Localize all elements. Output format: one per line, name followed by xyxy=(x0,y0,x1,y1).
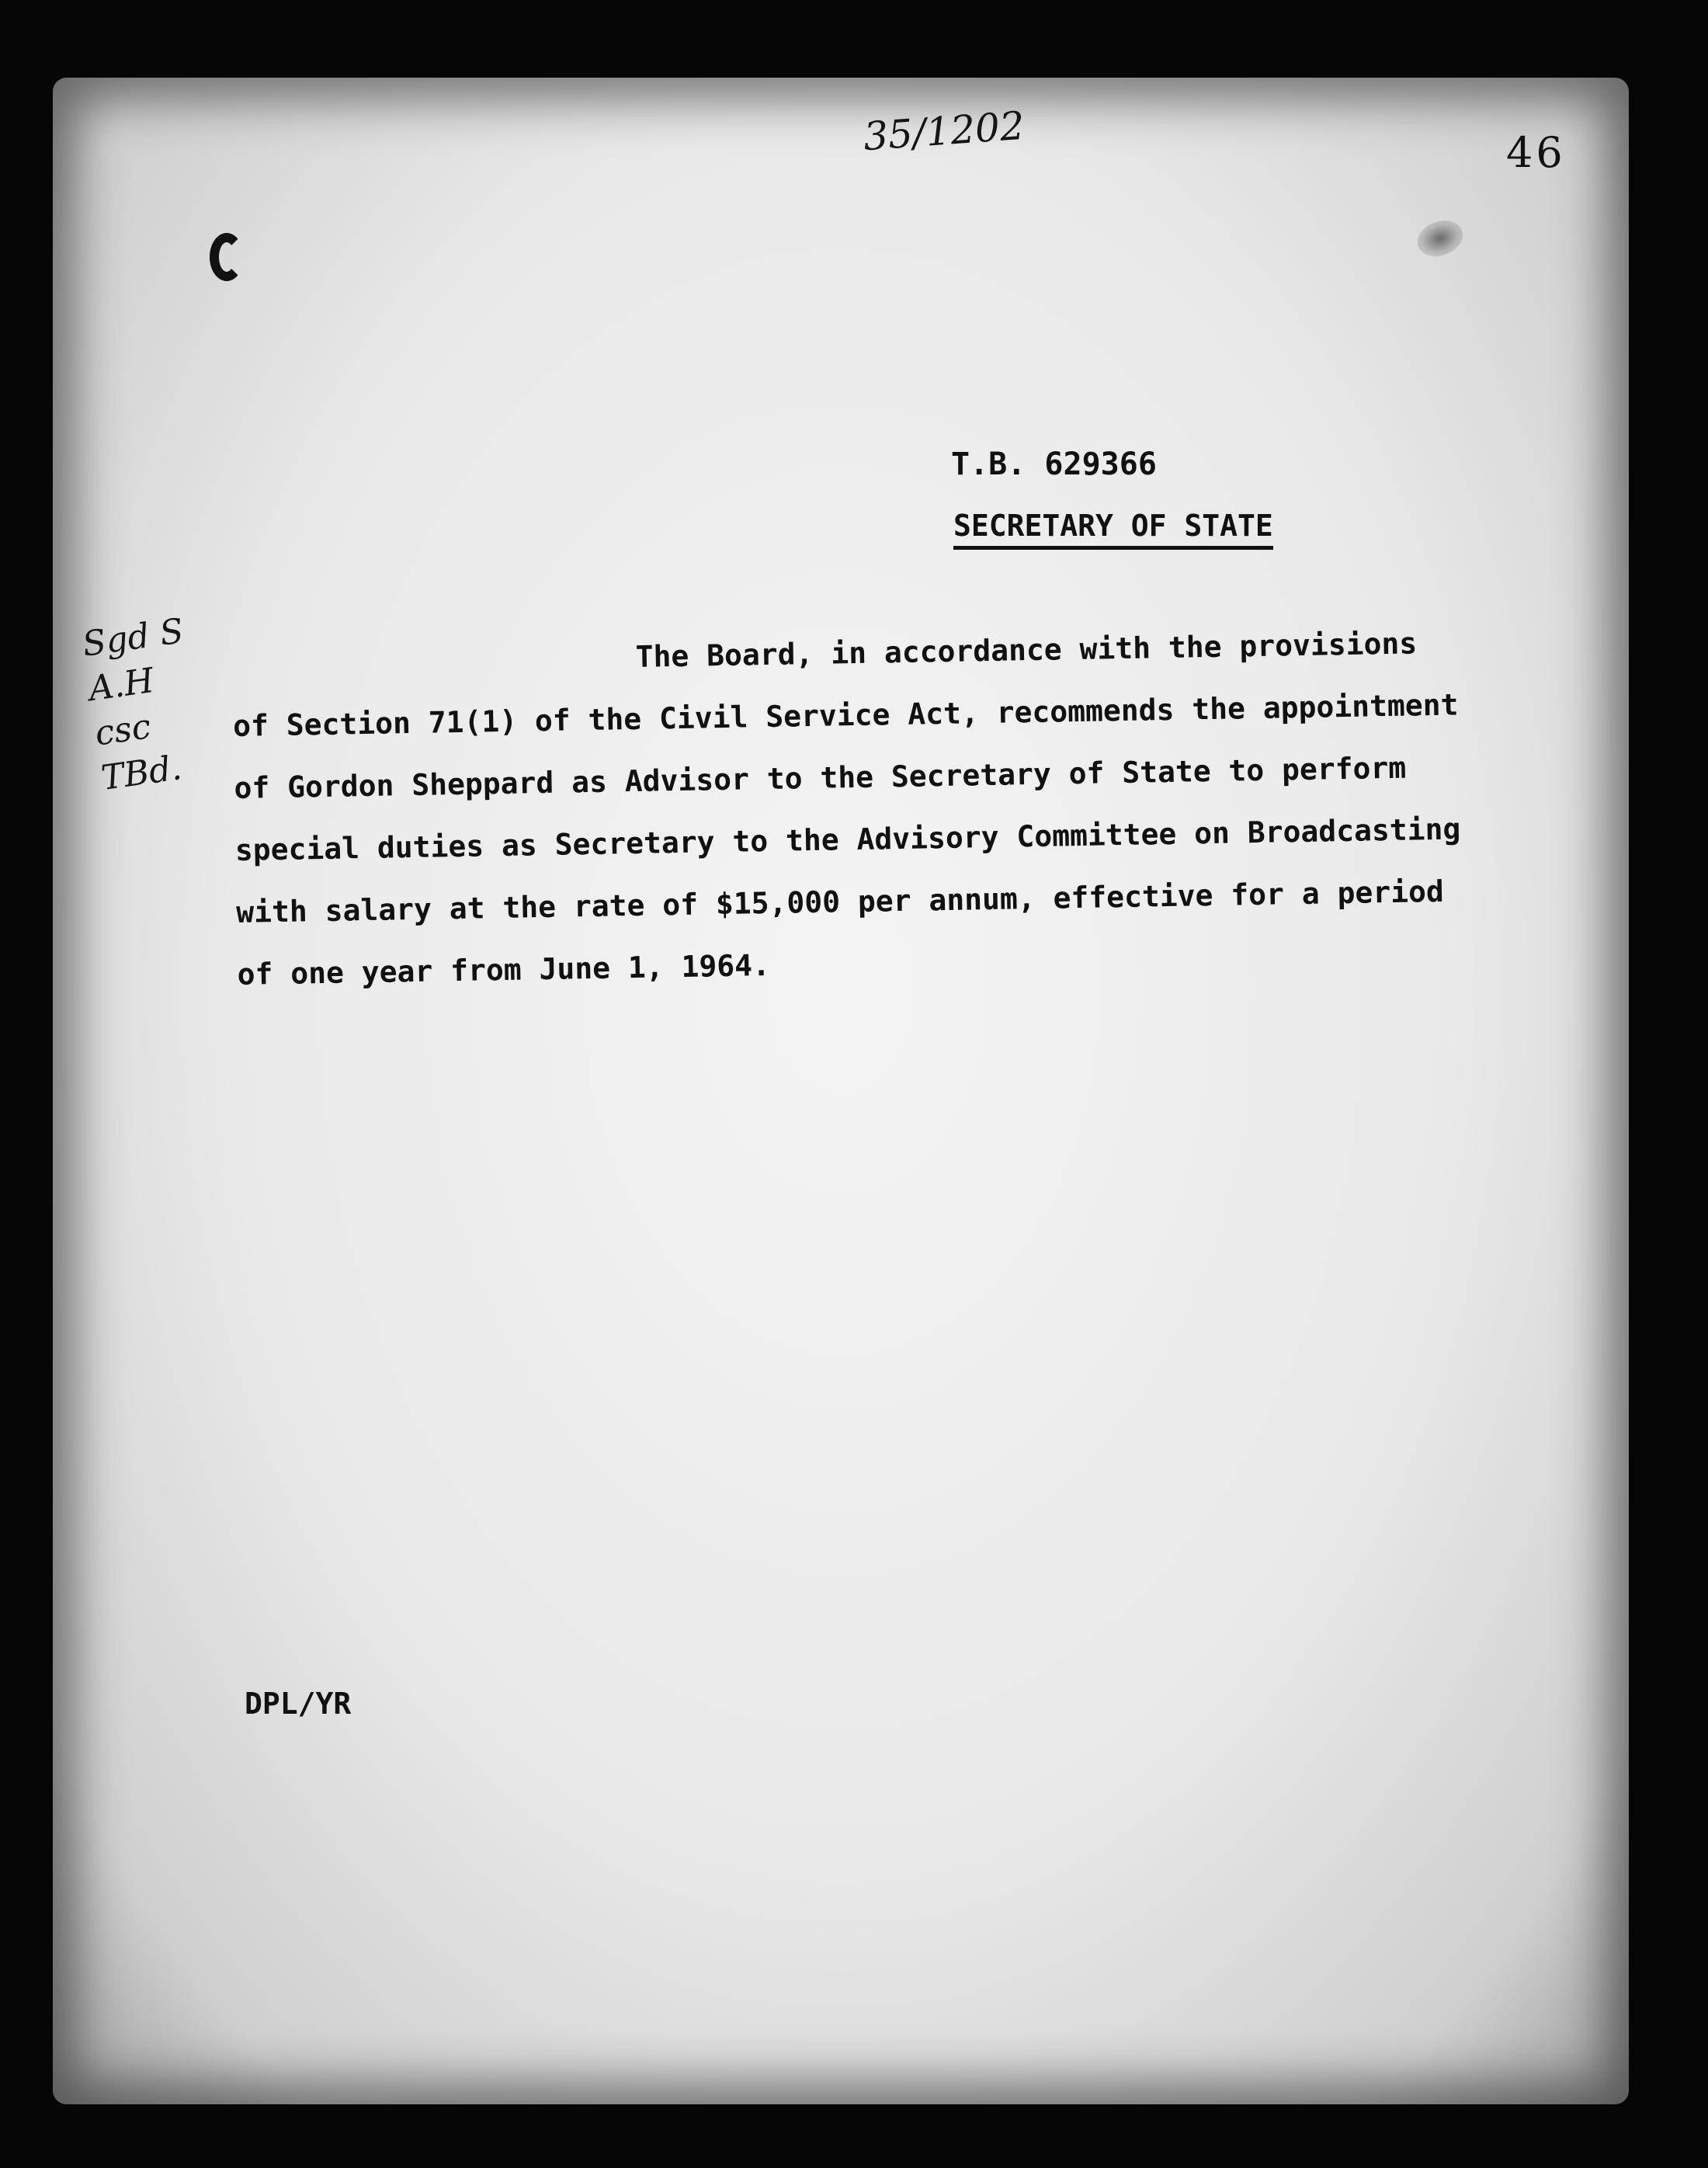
handwritten-margin-notes xyxy=(80,606,228,801)
paragraph-line: The Board, in accordance with the provisions xyxy=(635,626,1418,674)
recommendation-paragraph xyxy=(231,610,1557,1006)
typist-initials: DPL/YR xyxy=(245,1687,352,1721)
margin-note: A.H xyxy=(86,660,157,710)
punch-hole-mark-icon xyxy=(210,233,244,281)
document-page xyxy=(53,78,1629,2104)
paragraph-line: of Section 71(1) of the Civil Service Act, recommends the appointment xyxy=(232,687,1459,743)
page-number: 46 xyxy=(1506,128,1566,177)
paragraph-line: of one year from June 1, 1964. xyxy=(237,947,771,992)
margin-note: TBd. xyxy=(99,748,185,799)
margin-note: csc xyxy=(92,707,154,754)
department-title: SECRETARY OF STATE xyxy=(953,509,1273,550)
handwritten-file-reference: 35/1202 xyxy=(862,102,1026,160)
margin-note: Sgd S xyxy=(80,611,186,665)
treasury-board-number: T.B. 629366 xyxy=(951,446,1157,482)
paragraph-line: special duties as Secretary to the Advisory Committee on Broadcasting xyxy=(234,811,1461,867)
paragraph-line: of Gordon Sheppard as Advisor to the Secretary of State to perform xyxy=(234,750,1407,805)
paragraph-line: with salary at the rate of $15,000 per annum, effective for a period xyxy=(235,874,1445,929)
